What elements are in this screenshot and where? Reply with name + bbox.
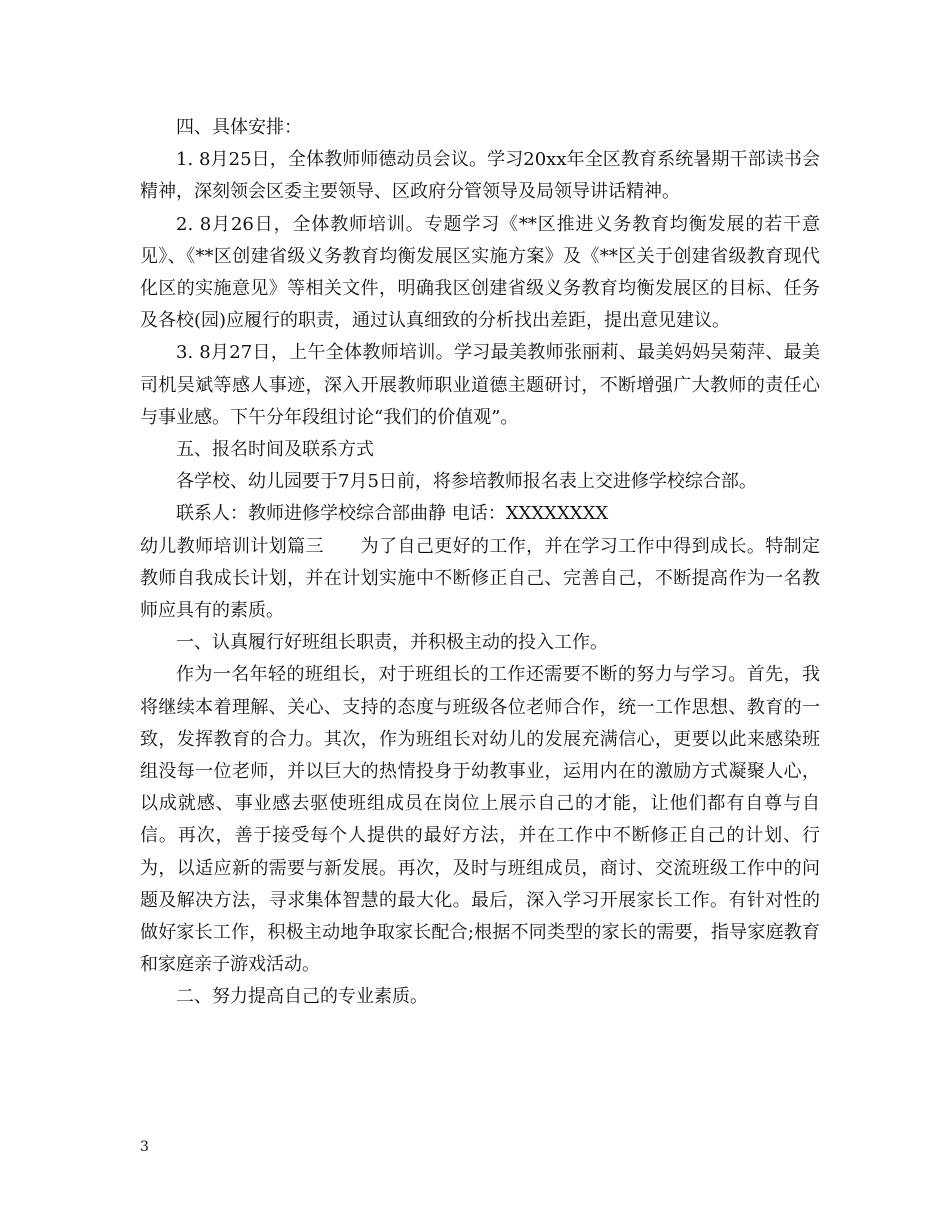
- paragraph-item-2: 2. 8月26日，全体教师培训。专题学习《**区推进义务教育均衡发展的若干意见》、《**区创建省级义务教育均衡发展区实施方案》及《**区关于创建省级教育现代化区的实施意见》等相关文件，明确我区创建省级义务教育均衡发展区的目标、任务及各校(园)应履行的职责，通过认真细致的分析找出差距，提出意见建议。: [140, 213, 820, 332]
- document-body: [140, 112, 820, 1014]
- paragraph-registration: 各学校、幼儿园要于7月5日前，将参培教师报名表上交进修学校综合部。: [176, 471, 757, 493]
- paragraph-contact: 联系人：教师进修学校综合部曲静 电话：XXXXXXXX: [176, 503, 609, 525]
- paragraph-item-3: 3. 8月27日，上午全体教师培训。学习最美教师张丽莉、最美妈妈吴菊萍、最美司机吴斌等感人事迹，深入开展教师职业道德主题研讨，不断增强广大教师的责任心与事业感。下午分年段组讨论“我们的价值观”。: [140, 342, 820, 428]
- paragraph-item-1: 1. 8月25日，全体教师师德动员会议。学习20xx年全区教育系统暑期干部读书会精神，深刻领会区委主要领导、区政府分管领导及局领导讲话精神。: [140, 149, 820, 203]
- heading-section-one: 一、认真履行好班组长职责，并积极主动的投入工作。: [176, 632, 608, 654]
- heading-specific-arrangements: 四、具体安排：: [176, 117, 302, 138]
- heading-registration-contact: 五、报名时间及联系方式: [176, 439, 374, 461]
- heading-section-two: 二、努力提高自己的专业素质。: [176, 986, 428, 1008]
- paragraph-section-one-body: 作为一名年轻的班组长，对于班组长的工作还需要不断的努力与学习。首先，我将继续本着理解、关心、支持的态度与班级各位老师合作，统一工作思想、教育的一致，发挥教育的合力。其次，作为班组长对幼儿的发展充满信心，更要以此来感染班组没每一位老师，并以巨大的热情投身于幼教事业，运用内在的激励方式凝聚人心，以成就感、事业感去驱使班组成员在岗位上展示自己的才能，让他们都有自尊与自信。再次，善于接受每个人提供的最好方法，并在工作中不断修正自己的计划、行为，以适应新的需要与新发展。再次，及时与班组成员，商讨、交流班级工作中的问题及解决方法，寻求集体智慧的最大化。最后，深入学习开展家长工作。有针对性的做好家长工作，积极主动地争取家长配合;根据不同类型的家长的需要，指导家庭教育和家庭亲子游戏活动。: [140, 664, 820, 976]
- paragraph-plan-intro: 幼儿教师培训计划篇三 为了自己更好的工作，并在学习工作中得到成长。特制定教师自我成长计划，并在计划实施中不断修正自己、完善自己，不断提高作为一名教师应具有的素质。: [140, 535, 820, 622]
- page-number: 3: [140, 1139, 149, 1155]
